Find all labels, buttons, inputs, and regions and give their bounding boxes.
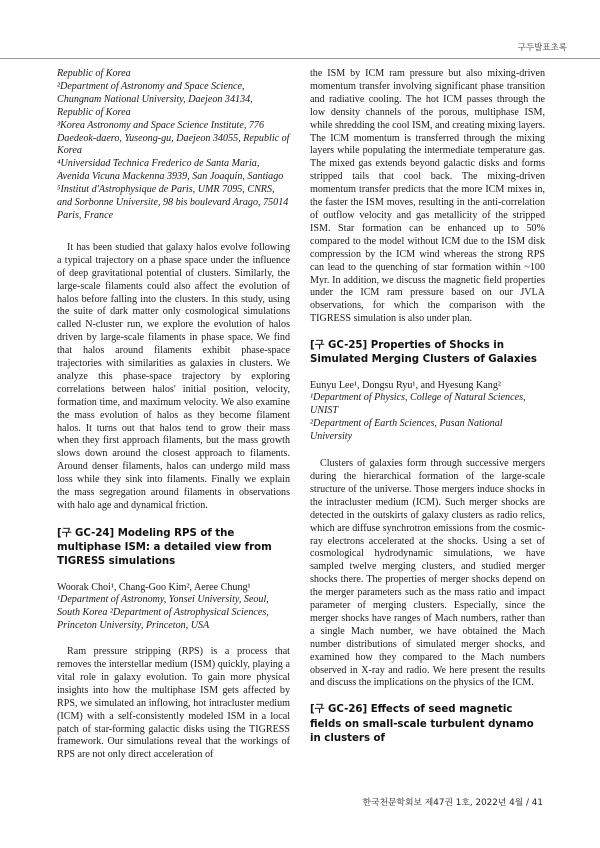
gc24-abstract-continued: the ISM by ICM ram pressure but also mixing-driven momentum transfer involving significant phase transition and radiative cooling. The hot ICM passes through the low density channels of the porous, multiphase ISM, while shredding the cool ISM, and creating mixing layers. The ICM momentum is transferred through the mixing layers while populating the intermediate temperature gas. The mixed gas extends beyond galactic disks and forms stripped tails that cool back. The mixing-driven momentum transfer predicts that the more ICM mixes in, the faster the ISM moves, resulting in the anti-correlation of outflow velocity and gas metallicity of the stripped ISM. Star formation can be enhanced up to 50% compared to the model without ICM due to the ISM disk compression by the ICM wind whereas the strong RPS can lead to the quenching of star formation within ~100 Myr. In addition, we discuss the magnetic field properties under the ICM ram pressure based on our JVLA observations, for which the comparison with the TIGRESS simulation is also under plan.	[310, 68, 545, 325]
abstract-gc23: It has been studied that galaxy halos evolve following a typical trajectory on a phase space under the influence of deep gravitational potential of clusters. Similarly, the large-scale filaments could also affect the evolution of halos before falling into the clusters. In this study, using the suite of dark matter only cosmological simulations called N-cluster run, we explore the evolution of halos driven by large-scale filaments in phase space. We find that halos around filaments exhibit phase-space trajectories with similarities as galaxies in clusters. We analyze this phase-space trajectory by exploring correlations between halos' initial position, velocity, formation time, and maximum velocity. We also examine the mass evolution of halos as they become filament halos. It turns out that halos tend to grow their mass when they first approach filaments, but the mass growth slows down around the closest approach to filaments. Around denser filaments, halos can undergo mild mass loss while they sink into filaments. Finally we explain the mass segregation around filaments in observations with halo age and dynamical friction.	[57, 241, 290, 511]
gc24-affiliations: ¹Department of Astronomy, Yonsei University, Seoul, South Korea ²Department of Astrophysical Sciences, Princeton University, Princeton, USA	[57, 594, 269, 632]
gc24-title: [구 GC-24] Modeling RPS of the multiphase ISM: a detailed view from TIGRESS simulations	[57, 527, 272, 568]
affiliation-continued: Republic of Korea ²Department of Astronomy and Space Science, Chungnam National University, Daejeon 34134, Republic of Korea ³Korea Astronomy and Space Science Institute, 776 Daedeok-daero, Yuseong-gu, Daejeon 34055, Republic of Korea ⁴Universidad Technica Frederico de Santa Maria, Avenida Vicuna Mackenna 3939, San Joaquin, Santiago ⁵Institut d'Astrophysique de Paris, UMR 7095, CNRS, and Sorbonne Universite, 98 bis boulevard Arago, 75014 Paris, France	[57, 68, 290, 221]
gc25-affiliations: ¹Department of Physics, College of Natural Sciences, UNIST ²Department of Earth Sciences, Pusan National University	[310, 392, 526, 443]
gc24-authors: Woorak Choi¹, Chang-Goo Kim², Aeree Chung¹	[57, 581, 251, 593]
gc24-abstract: Ram pressure stripping (RPS) is a process that removes the interstellar medium (ISM) quickly, playing a vital role in galaxy evolution. To gain more physical insights into how the multiphase ISM gets affected by RPS, we simulated an inflowing, hot intracluster medium (ICM) with a self-consistently modeled ISM in a local patch of star-forming galactic disks using the TIGRESS framework. Our simulations reveal that the workings of RPS are not only direct acceleration of	[57, 646, 290, 761]
gc25-title: [구 GC-25] Properties of Shocks in Simulated Merging Clusters of Galaxies	[310, 340, 537, 366]
gc26-title: [구 GC-26] Effects of seed magnetic fields on small-scale turbulent dynamo in clusters of	[310, 704, 534, 744]
gc25-abstract: Clusters of galaxies form through successive mergers during the hierarchical formation of the large-scale structure of the universe. Those mergers induce shocks in the intracluster medium (ICM). Such merger shocks are detected in the outskirts of galaxy clusters as radio relics, which are diffuse synchrotron emissions from the cosmic-ray electrons accelerated at the shocks. Using a set of cosmological hydrodynamic simulations, we have sampled twelve merging clusters, and studied merger shocks there. The properties of merger shocks depend on the merger parameters such as the mass ratio and impact parameter of merging clusters. Especially, since the merger shocks have ranges of Mach numbers, rather than a single Mach number, we have obtained the Mach number distributions of simulated merger shocks, and examined how they compared to the Mach numbers observed in X-ray and radio. We here present the results and discuss the implications on the physics of the ICM.	[310, 458, 545, 689]
gc25-authors: Eunyu Lee¹, Dongsu Ryu¹, and Hyesung Kang²	[310, 379, 501, 391]
right-column	[310, 68, 545, 746]
journal-section-label: 구두발표초록	[517, 43, 567, 53]
page-footer: 한국천문학회보 제47권 1호, 2022년 4월 / 41	[362, 798, 543, 808]
header-rule	[0, 58, 600, 59]
left-column	[57, 68, 290, 762]
